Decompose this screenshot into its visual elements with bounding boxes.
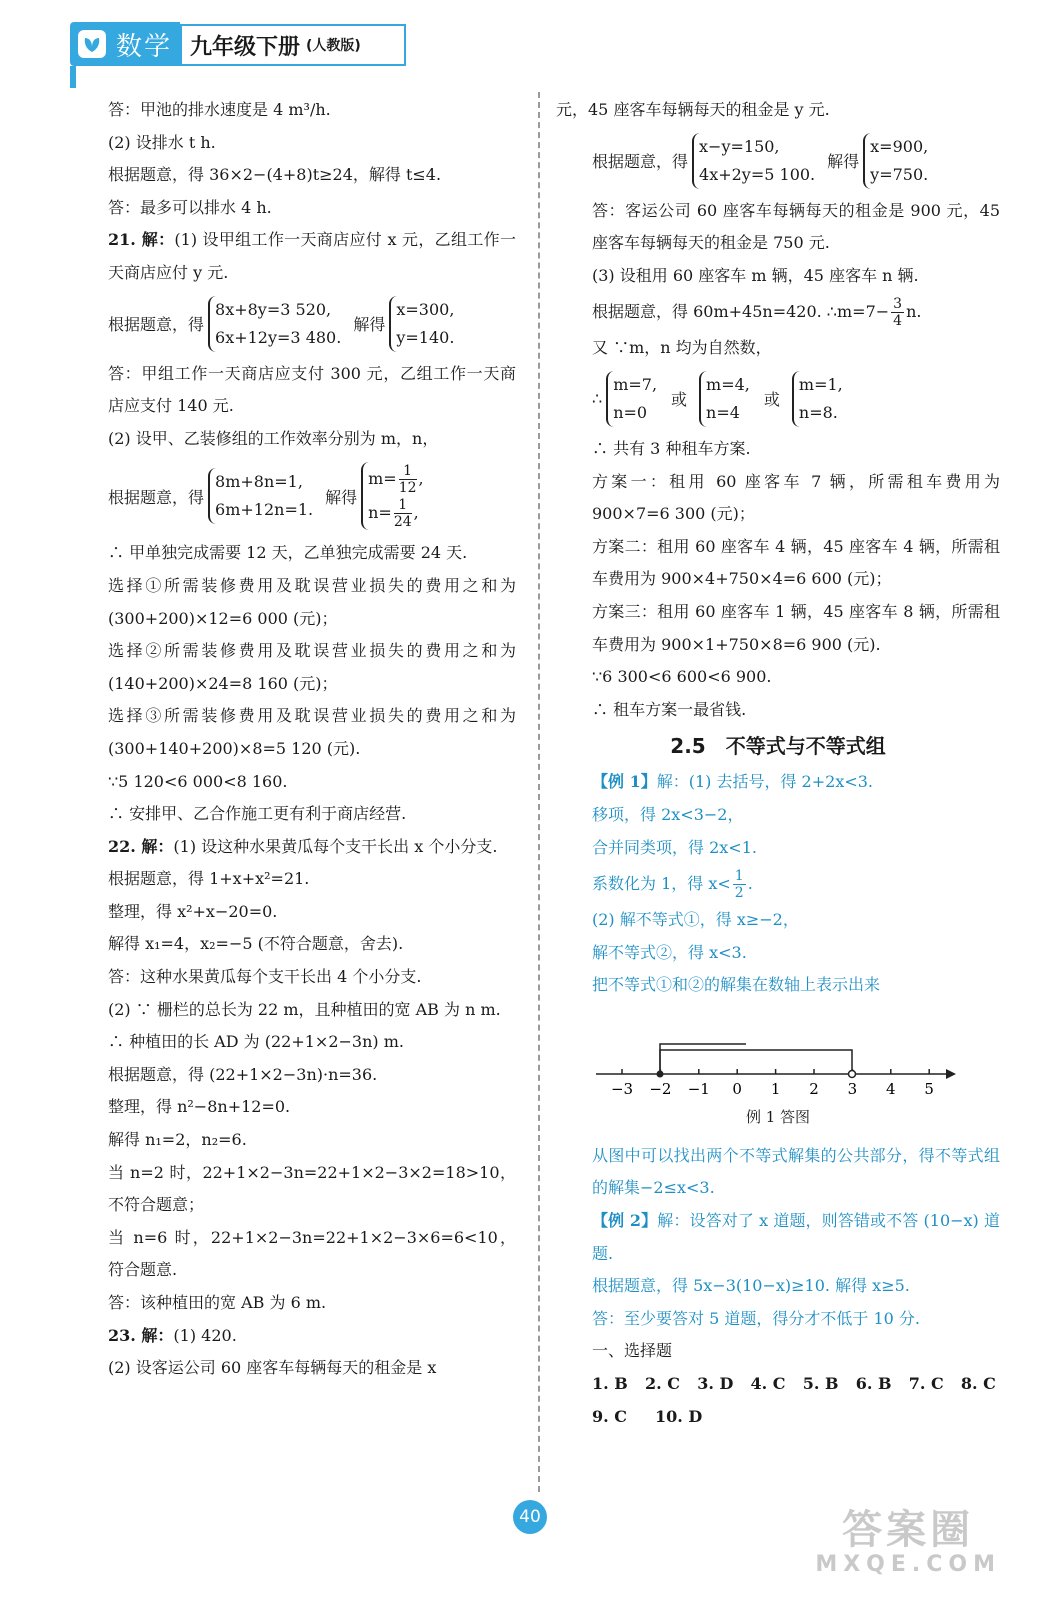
axis-tick-label: −3 [610,1079,634,1098]
text-line: (2) 设甲、乙装修组的工作效率分别为 m，n， [108,428,439,448]
equation-system-3 [556,127,1000,195]
text-line: 根据题意，得 36×2−(4+8)t≥24，解得 t≤4. [108,165,442,185]
axis-tick-label: 2 [809,1079,819,1098]
text-line: 答：至少要答对 5 道题，得分才不低于 10 分. [592,1308,920,1328]
text-line: 答：甲池的排水速度是 4 m³/h. [108,100,331,119]
denominator: 24 [393,514,412,531]
text-line: 选择①所需装修费用及耽误营业损失的费用之和为 (300+200)×12=6 000 (元)； [108,575,516,628]
equation: 6m+12n=1. [215,500,314,520]
text-line: 解不等式②，得 x<3. [592,942,747,962]
text-line: 整理，得 x²+x−20=0. [108,901,278,921]
number-line-figure [596,1002,1000,1102]
text-line: (1) 设甲组工作一天商店应付 x 元，乙组工作一天商店应付 y 元. [108,230,516,282]
denominator: 12 [398,480,417,497]
denominator: 4 [893,313,903,330]
grade-title: 九年级下册 [190,34,301,60]
mc-answer: 1. B [592,1374,628,1394]
equation: m=1, [798,374,843,394]
fraction [399,463,417,496]
equation: 6x+12y=3 480. [215,327,342,347]
system-label: 根据题意，得 [108,487,205,507]
equation: m=4, [706,374,750,394]
system-label: 根据题意，得 [592,152,689,172]
axis-arrow-icon [946,1069,956,1079]
system-label: 解得 [827,152,860,172]
solution-brace [792,371,843,427]
left-column [72,94,516,1385]
section-title: 2.5 不等式与不等式组 [670,734,886,759]
question-22 [72,831,516,864]
mc-title: 一、选择题 [592,1341,673,1361]
numerator: 1 [734,868,744,885]
text-line: 解：设答对了 x 道题，则答错或不答 (10−x) 道题. [592,1211,1000,1263]
text-line: (1) 设这种水果黄瓜每个支干长出 x 个小分支. [173,836,498,856]
text-line: ∵6 300<6 600<6 900. [592,667,772,687]
equation: x=300, [396,299,455,319]
text-line: 根据题意，得 1+x+x²=21. [108,869,310,889]
mc-answer: 2. C [644,1374,680,1394]
watermark [815,1508,1001,1577]
equation: 8m+8n=1, [215,472,303,492]
page-number: 40 [513,1500,547,1534]
text-line: 选择③所需装修费用及耽误营业损失的费用之和为 (300+140+200)×8=5 120 (元). [108,706,516,758]
therefore-symbol: ∴ [592,389,603,409]
text-line: 根据题意，得 5x−3(10−x)≥10. 解得 x≥5. [592,1276,910,1296]
equation: x=900, [870,136,929,156]
fraction [733,868,746,901]
comma: , [418,469,424,489]
example-tag: 【例 1】 [592,772,657,792]
text-segment: . [747,874,753,894]
equation: m=7, [613,374,658,394]
system-brace [692,133,815,189]
example-2 [556,1205,1000,1270]
right-column [556,94,1000,1433]
text-line: 当 n=2 时，22+1×2−3n=22+1×2−3×2=18>10，不符合题意； [108,1162,516,1215]
equation: n=4 [706,402,740,422]
equation-line [556,292,1000,332]
fraction [891,296,904,329]
fraction [394,497,412,530]
mc-answer: 8. C [960,1374,996,1394]
text-line: 当 n=6 时，22+1×2−3n=22+1×2−3×6=6<10，符合题意. [108,1227,516,1280]
text-line: 方案一：租用 60 座客车 7 辆，所需租车费用为 900×7=6 300 (元)； [592,471,1000,524]
text-line: 又 ∵m，n 均为自然数， [592,338,772,358]
numerator: 3 [893,296,903,313]
numerator: 1 [399,463,417,480]
solution-brace [699,371,750,427]
text-line: 整理，得 n²−8n+12=0. [108,1097,291,1117]
text-line: 解得 x₁=4，x₂=−5 (不符合题意，舍去). [108,934,404,954]
axis-tick-label: 1 [770,1079,781,1098]
text-line: 解：(1) 去括号，得 2+2x<3. [656,772,874,792]
text-segment: 根据题意，得 60m+45n=420. ∴m=7− [592,302,890,322]
text-line: ∴ 甲单独完成需要 12 天，乙单独完成需要 24 天. [108,543,468,563]
equation: y=750. [870,164,929,184]
comma: , [413,503,419,523]
text-line: (2) ∵ 栅栏的总长为 22 m，且种植田的宽 AB 为 n m. [108,999,501,1019]
text-line: 从图中可以找出两个不等式解集的公共部分，得不等式组的解集−2≤x<3. [592,1145,1000,1198]
equation: n=0 [613,402,648,422]
text-line: (2) 设排水 t h. [108,132,216,152]
system-label: 解得 [325,487,358,507]
equation: x−y=150, [699,136,780,156]
text-line: 答：该种植田的宽 AB 为 6 m. [108,1293,327,1312]
text-line: 答：甲组工作一天商店应支付 300 元，乙组工作一天商店应支付 140 元. [108,363,516,416]
mc-answers-row [556,1368,1000,1401]
text-line: 合并同类项，得 2x<1. [592,837,757,857]
system-label: 根据题意，得 [108,315,205,335]
axis-tick-label: −2 [649,1079,672,1098]
text-line: ∴ 租车方案一最省钱. [592,699,747,719]
axis-tick-label: 5 [924,1079,934,1098]
solution-brace [361,462,424,530]
text-line: (3) 设租用 60 座客车 m 辆，45 座客车 n 辆. [592,265,919,285]
text-line: 方案三：租用 60 座客车 1 辆，45 座客车 8 辆，所需租车费用为 900×1+750×8=6 900 (元). [592,601,1000,654]
question-number: 23. 解： [108,1325,174,1345]
text-line: 移项，得 2x<3−2， [592,804,744,824]
equation [368,496,424,530]
edition-label: (人教版) [306,38,361,54]
open-dot [849,1070,856,1077]
text-line: 方案二：租用 60 座客车 4 辆，45 座客车 4 辆，所需租车费用为 900×4+750×4=6 600 (元)； [592,536,1000,589]
text-line: 答：客运公司 60 座客车每辆每天的租金是 900 元，45 座客车每辆每天的租金是 750 元. [592,200,1000,253]
leaf-icon [78,30,106,58]
subject-title: 数学 [116,31,173,62]
mc-answers-row [556,1401,1000,1434]
axis-tick-label: −1 [687,1079,710,1098]
text-line: 答：这种水果黄瓜每个支干长出 4 个小分支. [108,967,422,987]
text-line: (2) 解不等式①，得 x≥−2， [592,910,799,930]
equation: y=140. [396,327,455,347]
variable: m= [368,469,397,489]
solution-brace [389,296,454,352]
text-line: (1) 420. [173,1325,237,1345]
or-label: 或 [671,390,688,410]
text-segment: 系数化为 1，得 x< [592,874,731,894]
question-number: 21. 解： [108,230,175,250]
text-segment: n. [906,302,922,322]
question-number: 22. 解： [108,836,174,856]
text-line: 选择②所需装修费用及耽误营业损失的费用之和为 (140+200)×24=8 160 (元)； [108,641,516,693]
axis-tick-label: 0 [732,1079,742,1098]
closed-dot [657,1070,664,1077]
header-subject-badge [70,22,180,66]
axis-tick-label: 4 [886,1079,896,1098]
text-line: 把不等式①和②的解集在数轴上表示出来 [592,975,881,995]
equation: 4x+2y=5 100. [699,164,816,184]
text-line: ∴ 共有 3 种租车方案. [592,438,751,458]
equation-system-1 [72,290,516,358]
question-23 [72,1320,516,1353]
denominator: 2 [734,885,744,902]
mc-answer: 9. C [592,1406,628,1426]
mc-answer: 3. D [697,1374,734,1394]
example-1 [556,766,1000,799]
question-21 [72,224,516,289]
mc-answer: 10. D [655,1406,703,1426]
text-line: (2) 设客运公司 60 座客车每辆每天的租金是 x [108,1358,437,1378]
text-line: 答：最多可以排水 4 h. [108,197,272,217]
system-label: 解得 [353,315,386,335]
mc-answer: 5. B [802,1374,839,1394]
solution-ray-1 [660,1044,746,1074]
figure-caption: 例 1 答图 [745,1107,811,1126]
equation: 8x+8y=3 520, [215,299,332,319]
header-grade-box [180,24,406,66]
text-line: 解得 n₁=2，n₂=6. [108,1130,247,1150]
system-brace [208,468,313,524]
solution-ray-2 [660,1050,852,1074]
text-line: 根据题意，得 (22+1×2−3n)·n=36. [108,1064,378,1084]
example-tag: 【例 2】 [592,1211,658,1231]
system-brace [208,296,341,352]
numerator: 1 [394,497,412,514]
text-line: 元，45 座客车每辆每天的租金是 y 元. [556,100,830,119]
text-line: ∴ 安排甲、乙合作施工更有利于商店经营. [108,804,407,824]
mc-answer: 7. C [908,1374,944,1394]
number-line-svg [596,1002,956,1102]
equation: n=8. [798,402,838,422]
column-divider [538,92,540,1492]
header-accent-bar [70,66,76,88]
variable: n= [368,503,392,523]
watermark-logo-text: 答案圈 [842,1507,975,1553]
equation-system-4 [556,365,1000,433]
equation-system-2 [72,455,516,537]
or-label: 或 [763,390,780,410]
text-line: ∵5 120<6 000<8 160. [108,771,288,791]
mc-answer: 4. C [750,1374,786,1394]
equation [368,462,424,496]
axis-tick-label: 3 [847,1079,858,1098]
equation-line [556,864,1000,904]
watermark-url: MXQE.COM [815,1552,1001,1577]
mc-answer: 6. B [855,1374,892,1394]
solution-brace [863,133,928,189]
text-line: ∴ 种植田的长 AD 为 (22+1×2−3n) m. [108,1032,404,1052]
solution-brace [606,371,657,427]
